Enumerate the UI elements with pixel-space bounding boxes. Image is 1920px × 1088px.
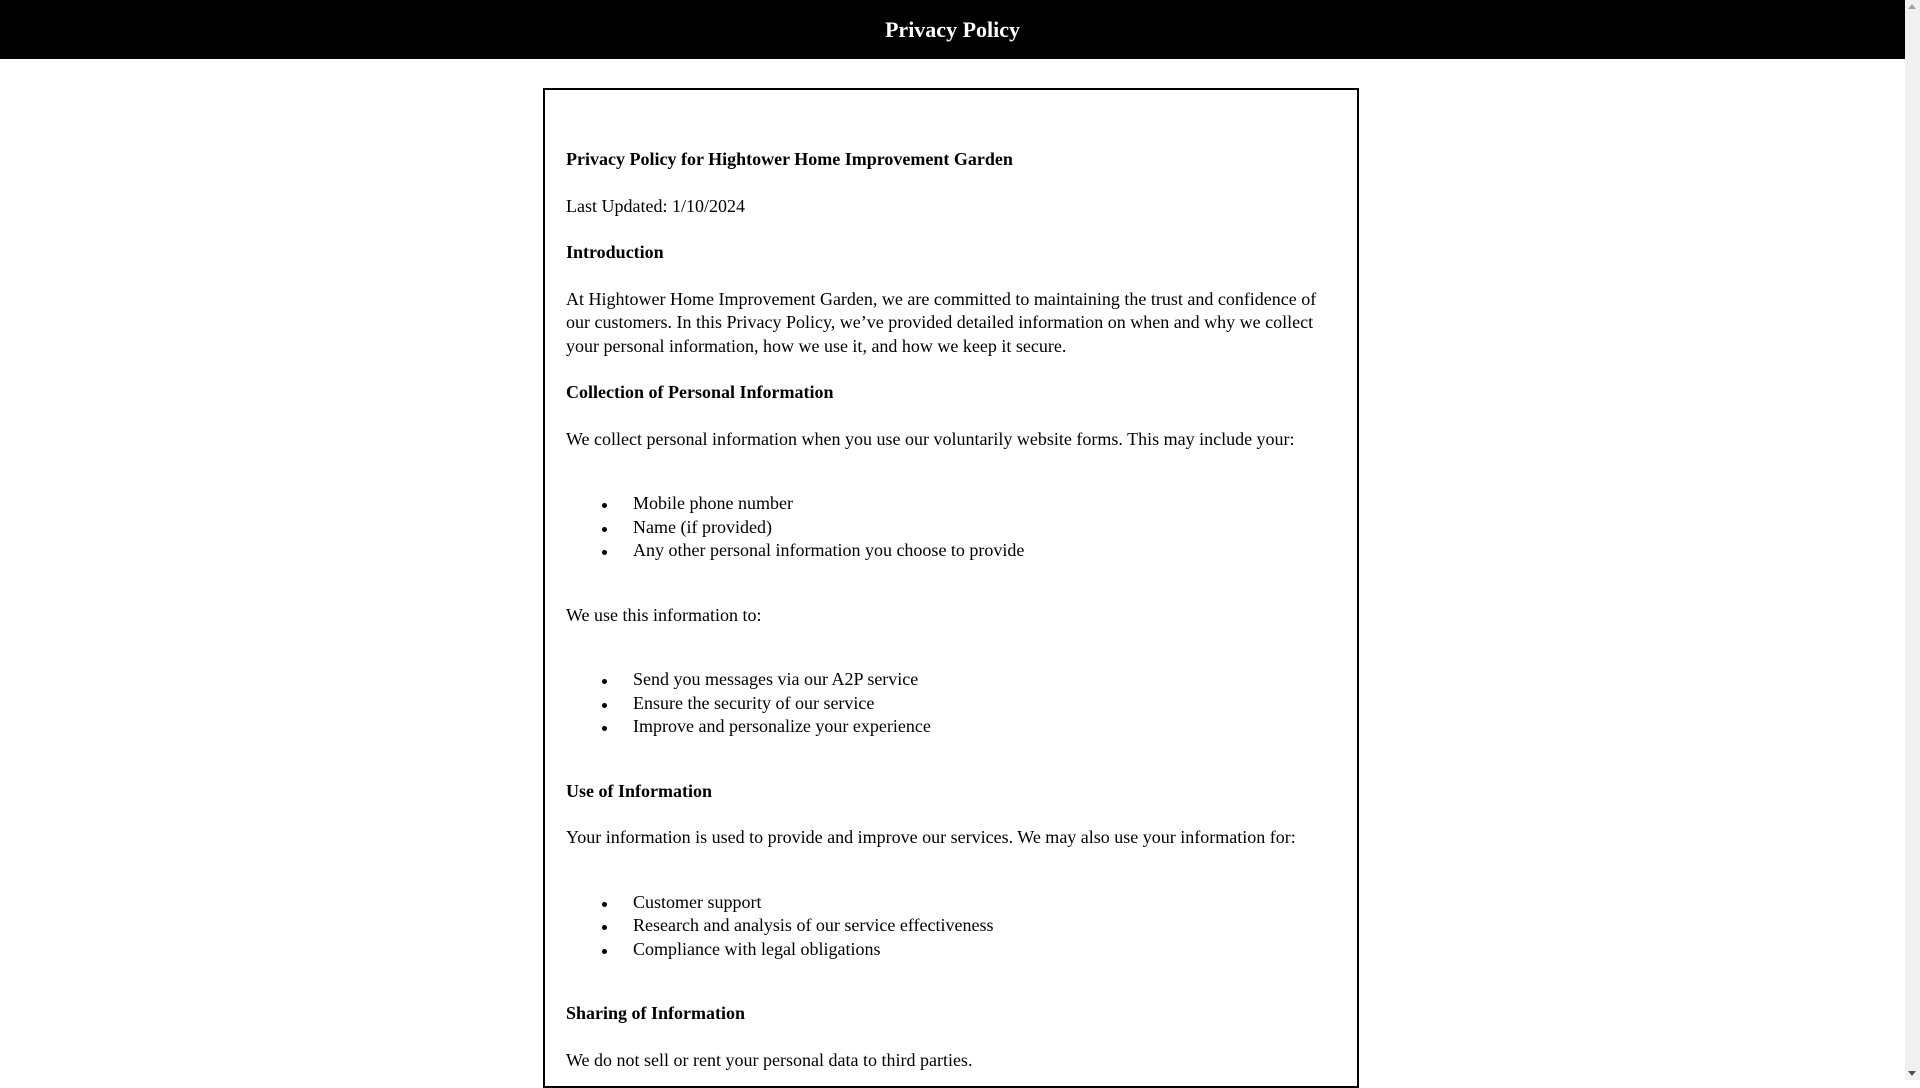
scroll-down-icon[interactable] xyxy=(1908,1071,1916,1076)
list-item: Compliance with legal obligations xyxy=(606,938,1337,962)
page-title: Privacy Policy xyxy=(884,16,1020,42)
list-item: Research and analysis of our service effectiveness xyxy=(606,914,1337,938)
scroll-up-icon[interactable] xyxy=(1908,4,1916,9)
introduction-text: At Hightower Home Improvement Garden, we are committed to maintaining the trust and confidence of our customers. In this Privacy Policy, we’ve provided detailed information on when and why we collect your personal information, how we use it, and how we keep it secure. xyxy=(566,288,1317,356)
last-updated: Last Updated: 1/10/2024 xyxy=(566,195,745,216)
document-title: Privacy Policy for Hightower Home Improvement Garden xyxy=(566,149,1013,169)
list-item: Ensure the security of our service xyxy=(606,692,1337,716)
use-purpose-list xyxy=(566,668,1337,739)
use-list xyxy=(566,891,1337,962)
section-heading-collection: Collection of Personal Information xyxy=(566,382,834,402)
sharing-text: We do not sell or rent your personal data to third parties. xyxy=(566,1049,973,1070)
use-text: Your information is used to provide and improve our services. We may also use your information for: xyxy=(566,827,1296,847)
use-intro-text: We use this information to: xyxy=(566,604,762,625)
list-item: Mobile phone number xyxy=(606,492,1337,516)
collection-list xyxy=(566,492,1337,563)
list-item: Any other personal information you choose to provide xyxy=(606,539,1337,563)
collection-text: We collect personal information when you use our voluntarily website forms. This may include your: xyxy=(566,428,1295,449)
header-bar xyxy=(0,0,1905,59)
section-heading-use: Use of Information xyxy=(566,780,712,801)
list-item: Customer support xyxy=(606,891,1337,915)
list-item: Improve and personalize your experience xyxy=(606,715,1337,739)
list-item: Send you messages via our A2P service xyxy=(606,668,1337,692)
policy-document xyxy=(543,88,1359,1088)
vertical-scrollbar[interactable] xyxy=(1905,0,1920,1080)
list-item: Name (if provided) xyxy=(606,516,1337,540)
section-heading-sharing: Sharing of Information xyxy=(566,1003,746,1023)
section-heading-introduction: Introduction xyxy=(566,242,664,262)
